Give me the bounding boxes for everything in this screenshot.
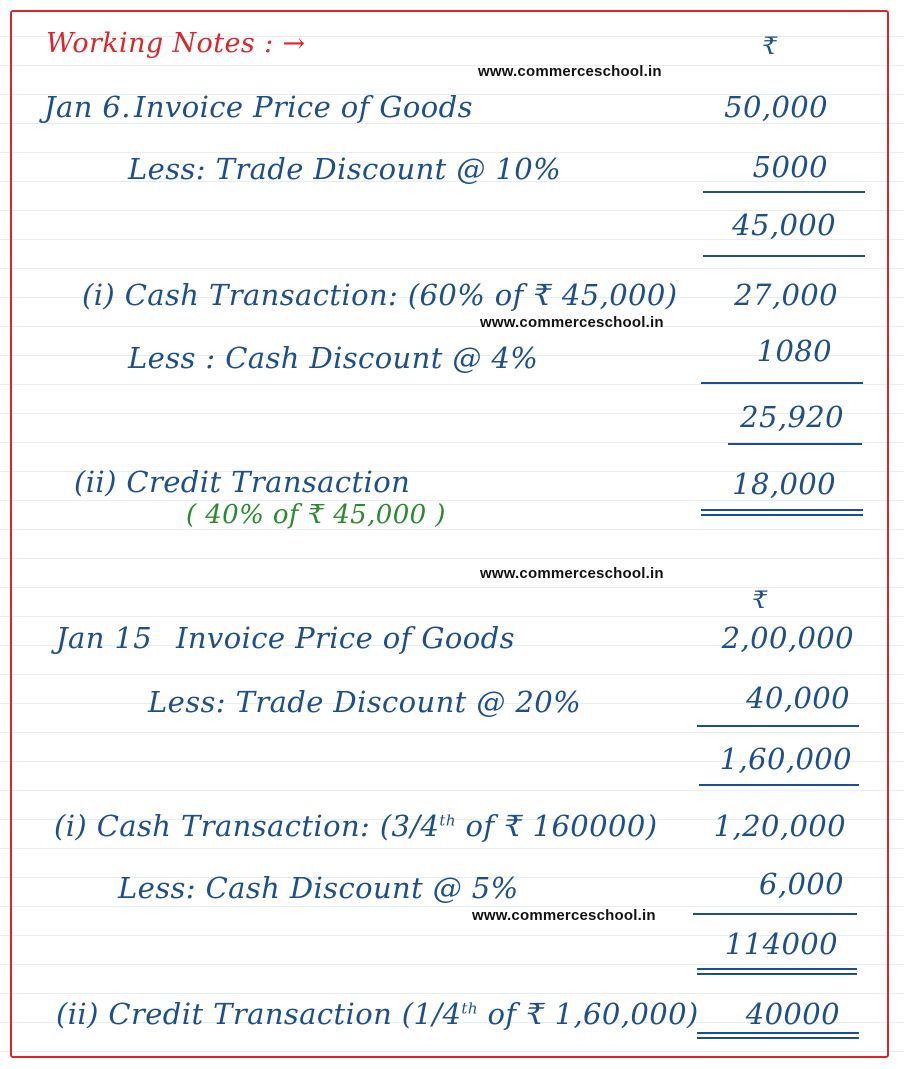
jan6-trade-discount-label: Less: Trade Discount @ 10%: [128, 152, 562, 186]
jan15-credit-double-rule: [697, 1032, 859, 1039]
jan6-cash-subtotal-rule: [701, 382, 863, 384]
jan15-trade-discount-amount: 40,000: [746, 681, 850, 715]
jan15-cash-transaction-label: (i) Cash Transaction: (3/4th of ₹ 160000): [54, 809, 658, 843]
jan6-cash-transaction-label: (i) Cash Transaction: (60% of ₹ 45,000): [82, 278, 678, 312]
jan6-invoice-amount: 50,000: [724, 90, 828, 124]
jan15-cash-transaction-amount: 1,20,000: [713, 809, 846, 843]
jan6-credit-transaction-label: (ii) Credit Transaction: [74, 465, 411, 499]
jan15-cash-discount-amount: 6,000: [758, 867, 844, 901]
jan15-cash-net-amount: 114000: [724, 927, 838, 961]
jan6-date: Jan 6.: [44, 90, 131, 124]
jan6-subtotal-rule: [703, 191, 865, 193]
jan15-cash-discount-label: Less: Cash Discount @ 5%: [118, 871, 519, 905]
jan6-net-amount: 45,000: [732, 208, 836, 242]
jan6-credit-note: ( 40% of ₹ 45,000 ): [186, 500, 446, 530]
rupee-column-header-2: ₹: [752, 586, 768, 614]
jan6-cash-discount-amount: 1080: [756, 334, 832, 368]
jan6-trade-discount-amount: 5000: [752, 150, 828, 184]
working-notes-heading: Working Notes : →: [46, 28, 306, 59]
jan15-subtotal-rule: [697, 725, 859, 727]
jan15-cash-net-double-rule: [697, 968, 857, 975]
jan15-cash-subtotal-rule: [693, 913, 857, 915]
jan6-credit-transaction-amount: 18,000: [732, 467, 836, 501]
jan15-invoice-label: Invoice Price of Goods: [176, 621, 515, 655]
jan15-credit-transaction-amount: 40000: [745, 997, 840, 1031]
jan6-net-rule: [703, 255, 865, 257]
jan6-invoice-label: Invoice Price of Goods: [134, 90, 473, 124]
jan6-cash-net-rule: [728, 443, 862, 445]
watermark-1: www.commerceschool.in: [478, 63, 662, 80]
watermark-2: www.commerceschool.in: [480, 314, 664, 331]
jan15-date: Jan 15: [56, 621, 153, 655]
jan6-cash-transaction-amount: 27,000: [734, 278, 838, 312]
jan6-credit-double-rule: [701, 509, 863, 516]
jan15-invoice-amount: 2,00,000: [721, 621, 854, 655]
jan15-net-amount: 1,60,000: [719, 742, 852, 776]
watermark-4: www.commerceschool.in: [472, 907, 656, 924]
jan15-trade-discount-label: Less: Trade Discount @ 20%: [148, 685, 582, 719]
jan6-cash-net-amount: 25,920: [740, 400, 844, 434]
rupee-column-header-1: ₹: [762, 32, 778, 60]
jan15-credit-transaction-label: (ii) Credit Transaction (1/4th of ₹ 1,60,000): [56, 997, 699, 1031]
jan15-net-rule: [699, 784, 859, 786]
jan6-cash-discount-label: Less : Cash Discount @ 4%: [128, 341, 539, 375]
watermark-3: www.commerceschool.in: [480, 565, 664, 582]
